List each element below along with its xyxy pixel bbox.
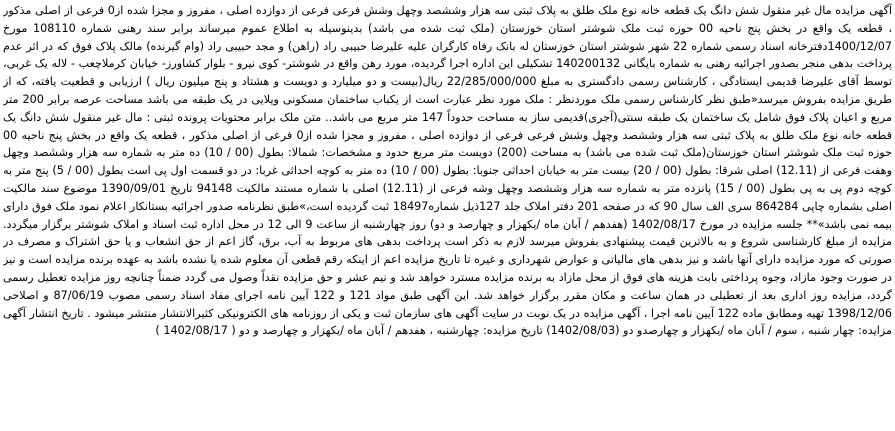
auction-notice-text: آگهی مزایده مال غیر منقول شش دانگ یک قطعه خانه نوع ملک طلق به پلاک ثبتی سه هزار وششصد وچهل وشش فرعی فرعی از دوازده اصلی ، مفروز و مجزا شده از0 فرعی از اصلی مذکور ، قطعه یک واقع در بخش پنج ناحیه 00 حوزه ثبت ملک شوشتر استان خوزستان (ملک ثبت شده می باشد) بدینوسیله به اطلاع عموم میرساند برابر سند رهنی شماره 108110 مورخ 1400/12/07دفترخانه اسناد رسمی شماره 22 شهر شوشتر استان خوزستان له بانک رفاه کارگران علیه علیرضا حبیبی راد (راهن) و مجد حبیبی راد (وام گیرنده) مالک پلاک فوق که در اثر عدم پرداخت بدهی منجر بصدور اجرائیه رهنی به شماره بایگانی 140200132 تشکیلی این اداره اجرا گردیده، مورد رهن واقع در شوشتر- کوی نیرو - بلوار کشاورز- خیابان کرملاچعب - لاله یک غربی، توسط آقای علیرضا قدیمی ایستادگی ، کارشناس رسمی دادگستری به مبلغ 22/285/000/000 ریال(بیست و دو میلیارد و دویست و هشتاد و پنج میلیون ریال ) ارزیابی و قطعیت یافته، که از طریق مزایده بفروش میرسد«طبق نظر کارشناس رسمی ملک موردنظر : ملک مورد نظر عبارت است از یکباب ساختمان مسکونی ویلایی در یک طبقه می باشد مساحت عرصه برابر 200 متر مربع و اعیان پلاک فوق شامل یک ساختمان یک طبقه سنتی(آجری)قدیمی ساز به مساحت حدوداً 147 متر مربع می باشد.. متن ملک برابر محتویات پرونده ثبتی : مال غیر منقول شش دانگ یک قطعه خانه نوع ملک طلق به پلاک ثبتی سه هزار وششصد وچهل وشش فرعی فرعی از دوازده اصلی ، مفروز و مجزا شده از0 فرعی از اصلی مذکور ، قطعه یک واقع در بخش پنج ناحیه 00 حوزه ثبت ملک شوشتر استان خوزستان(ملک ثبت شده می باشد) به مساحت (200) دویست متر مربع حدود و مشخصات: شمالا: بطول (00 / 10) ده متر به شماره سه هزار وششصد وچهل وهفت فرعی از (12.11) اصلی شرقا: بطول (00 / 20) بیست متر به خیابان احداثی جنوبا: بطول (00 / 10) ده متر به کوچه احداثی غربا: در دو قسمت اول پی است بطول (00 / 5) پنج متر به کوچه دوم پی به پی بطول (00 / 15) پانزده متر به شماره سه هزار وششصد وچهل وشه فرعی از (12.11) اصلی با شماره مستند مالکیت 94148 تاریخ 1390/09/01 موضوع سند مالکیت اصلی بشماره چاپی 864284 سری الف سال 90 که در صفحه 201 دفتر املاک جلد 127ذیل شماره18497 ثبت گردیده است،»طبق نظرنامه صدور اجرائیه بستانکار اعلام نمود ملک فوق دارای بیمه نمی باشد»** جلسه مزایده در مورخ 1402/08/17 (هفدهم / آبان ماه /یکهزار و چهارصد و دو) روز چهارشنبه از ساعت 9 الی 12 در محل اداره ثبت اسناد و املاک شوشتر برگزار میگردد. مزایده از مبلغ کارشناسی شروع و به بالاترین قیمت پیشنهادی بفروش میرسد لازم به ذکر است پرداخت بدهی های مربوط به آب، برق، گاز اعم از حق انشعاب و یا حق اشتراک و مصرف در صورتی که مورد مزایده دارای آنها باشد و نیز بدهی های مالیاتی و عوارض شهرداری و غیره تا تاریخ مزایده اعم از اینکه رقم قطعی آن معلوم شده یا نشده باشد به عهده برنده مزایده است و نیز در صورت وجود مازاد، وجوه پرداختی بابت هزینه های فوق از محل مازاد به برنده مزایده مسترد خواهد شد و نیم عشر و حق مزایده نقداً وصول می گردد ضمناً چنانچه روز مزایده تعطیل رسمی گردد، مزایده روز اداری بعد از تعطیلی در همان ساعت و مکان مقرر برگزار خواهد شد. این آگهی طبق مواد 121 و 122 آیین نامه اجرای مفاد اسناد رسمی مصوب 87/06/19 و اصلاحی 1398/12/06 تهیه ومطابق ماده 122 آیین نامه اجرا ، آگهی مزایده در یک نوبت در سایت آگهی های سازمان ثبت و یکی از روزنامه های الکترونیکی کثیرالانتشار منتشر میشود . تاریخ انتشار آگهی مزایده: چهار شنبه ، سوم / آبان ماه /یکهزار و چهارصدو دو (1402/08/03) تاریخ مزایده: چهارشنبه ، هفدهم / آبان ماه /یکهزار و چهارصد و دو ( 1402/08/17 ) bbox=[3, 4, 892, 338]
auction-notice-document bbox=[3, 2, 892, 429]
